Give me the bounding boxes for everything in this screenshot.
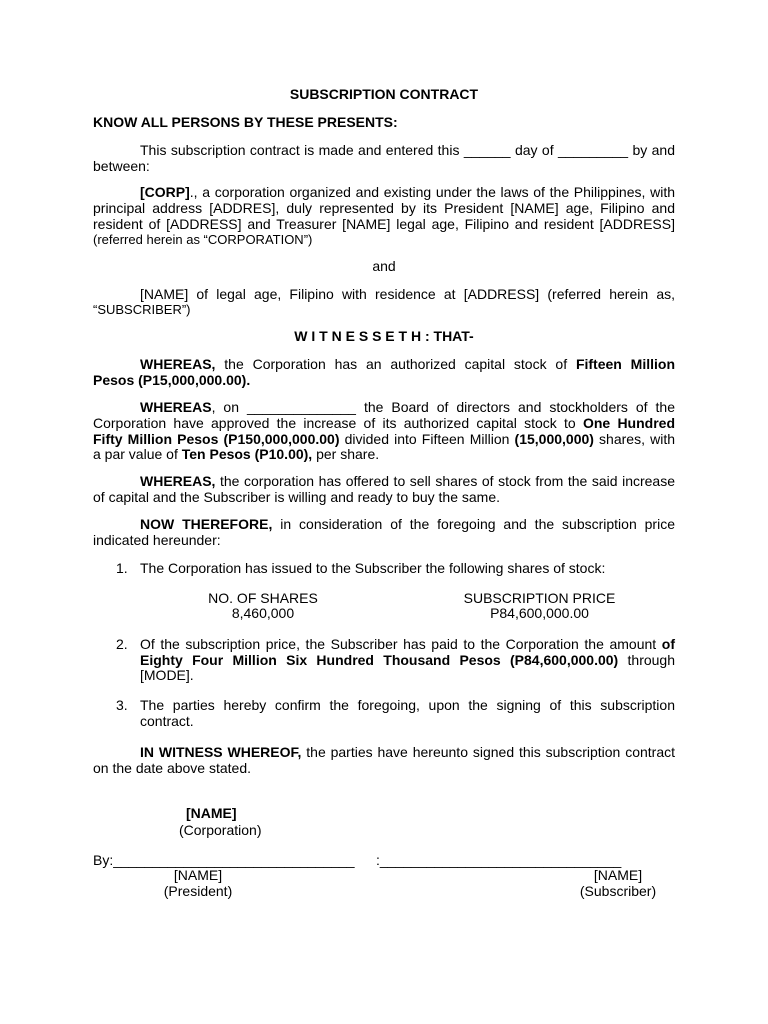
signature-corp-name: [NAME]	[186, 805, 237, 821]
whereas1-text: the Corporation has an authorized capital stock of	[215, 356, 576, 372]
whereas2-line-4-text-2: per share.	[312, 446, 380, 462]
now-therefore-text: in consideration of the foregoing and the subscription price	[272, 516, 675, 532]
signature-subscriber-name: [NAME]	[593, 867, 643, 883]
signature-president-label: (President)	[163, 883, 233, 899]
in-witness-line-1	[140, 744, 675, 760]
signature-president-name: [NAME]	[173, 867, 223, 883]
whereas3-text: the corporation has offered to sell shares of stock from the said increase	[215, 473, 675, 489]
now-therefore-line-2: indicated hereunder:	[93, 532, 221, 548]
item3-line-2: contract.	[140, 713, 194, 729]
shares-header: NO. OF SHARES	[208, 590, 318, 606]
corp-line-1-text: ., a corporation organized and existing under the laws of the Philippines, with	[189, 184, 675, 200]
document-title: SUBSCRIPTION CONTRACT	[289, 86, 479, 102]
whereas1-keyword: WHEREAS,	[140, 356, 216, 372]
item2-line-1-bold: of	[661, 636, 675, 652]
price-header: SUBSCRIPTION PRICE	[463, 590, 616, 606]
in-witness-keyword: IN WITNESS WHEREOF,	[140, 744, 302, 760]
whereas2-line-2-text: Corporation have approved the increase of its authorized capital stock to	[93, 415, 583, 431]
whereas2-line-4-text-1: a par value of	[93, 446, 182, 462]
item3-number: 3.	[116, 697, 128, 713]
whereas3-keyword: WHEREAS,	[140, 473, 216, 489]
corp-line-4: (referred herein as “CORPORATION”)	[93, 232, 313, 247]
corp-line-3: resident of [ADDRESS] and Treasurer [NAME] legal age, Filipino and resident [ADDRESS]	[93, 216, 675, 232]
witnesseth-heading: W I T N E S S E T H : THAT-	[294, 328, 474, 344]
subscriber-party-line-2: “SUBSCRIBER”)	[93, 302, 191, 317]
item2-line-2-text: through	[618, 652, 676, 668]
item3-line-1: The parties hereby confirm the foregoing, upon the signing of this subscription	[140, 697, 675, 713]
whereas2-line-4-bold: Ten Pesos (P10.00),	[181, 446, 313, 462]
signature-subscriber-line: :_______________________________	[376, 852, 622, 868]
in-witness-text: the parties have hereunto signed this subscription contract	[301, 744, 675, 760]
item2-number: 2.	[116, 636, 128, 652]
whereas3-line-1	[140, 473, 675, 489]
whereas2-line-1	[140, 399, 675, 415]
signature-corp-label: (Corporation)	[179, 822, 262, 838]
whereas2-line-3-bold-1: Fifty Million Pesos (P150,000,000.00)	[93, 431, 340, 447]
item2-amount-words: Eighty Four Million Six Hundred Thousand Pesos (P84,600,000.00)	[140, 652, 619, 668]
now-therefore-keyword: NOW THEREFORE,	[140, 516, 273, 532]
price-value: P84,600,000.00	[490, 605, 589, 621]
intro-line-2: between:	[93, 158, 150, 174]
in-witness-line-2: on the date above stated.	[93, 760, 252, 776]
shares-value: 8,460,000	[231, 605, 295, 621]
whereas2-line-3-bold-2: (15,000,000)	[514, 431, 594, 447]
whereas2-line-2-bold: One Hundred	[582, 415, 676, 431]
whereas2-text: , on ______________ the Board of directors and stockholders of the	[211, 399, 675, 415]
item2-line-3: [MODE].	[140, 667, 194, 683]
whereas2-line-3-text-1: divided into Fifteen Million	[339, 431, 515, 447]
now-therefore-line-1	[140, 516, 675, 532]
whereas2-line-3-text-2: shares, with	[593, 431, 675, 447]
item2-line-1-text: Of the subscription price, the Subscriber has paid to the Corporation the amount	[140, 636, 662, 652]
whereas1-line-2: Pesos (P15,000,000.00).	[93, 372, 251, 388]
know-all-heading: KNOW ALL PERSONS BY THESE PRESENTS:	[93, 114, 398, 130]
item1-number: 1.	[116, 560, 128, 576]
whereas3-line-2: of capital and the Subscriber is willing and ready to buy the same.	[93, 489, 501, 505]
whereas2-line-3	[93, 431, 675, 447]
item2-line-1	[140, 636, 675, 652]
subscriber-party-line-1: [NAME] of legal age, Filipino with residence at [ADDRESS] (referred herein as,	[140, 286, 675, 302]
whereas2-line-2	[93, 415, 675, 431]
intro-line-1: This subscription contract is made and entered this ______ day of _________ by and	[140, 142, 675, 158]
corp-line-1	[140, 184, 675, 200]
corp-line-2: principal address [ADDRES], duly represented by its President [NAME] age, Filipino and	[93, 200, 675, 216]
signature-subscriber-label: (Subscriber)	[579, 883, 657, 899]
and-separator: and	[372, 258, 396, 274]
whereas2-line-4	[93, 446, 379, 462]
whereas1-amount-words: Fifteen Million	[575, 356, 676, 372]
whereas2-keyword: WHEREAS	[140, 399, 212, 415]
item1-text: The Corporation has issued to the Subscriber the following shares of stock:	[140, 560, 606, 576]
signature-by-line: By:_______________________________	[93, 852, 355, 868]
item2-line-2	[140, 652, 675, 668]
corp-tag: [CORP]	[140, 184, 190, 200]
whereas1-line-1	[140, 356, 675, 372]
